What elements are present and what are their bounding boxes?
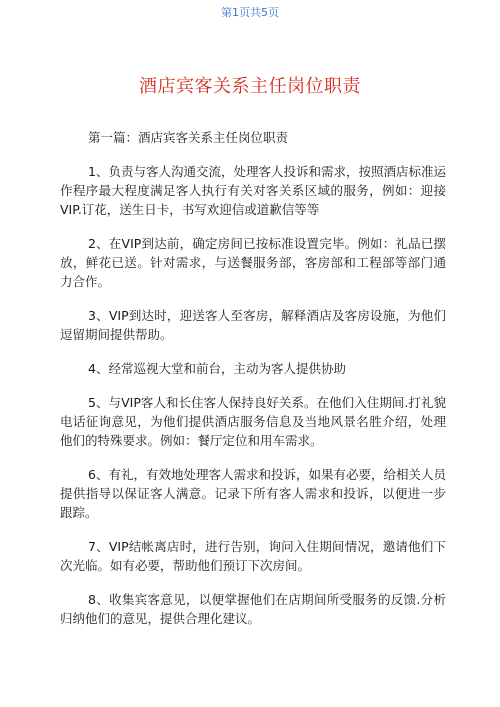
paragraph-8: 8、收集宾客意见，以便掌握他们在店期间所受服务的反馈.分析归纳他们的意见，提供合理化建议。 (60, 592, 446, 626)
document-body (60, 128, 446, 643)
paragraph-7: 7、VIP结帐离店时，进行告别，询问入住期间情况，邀请他们下次光临。如有必要，帮助他们预订下次房间。 (60, 539, 446, 573)
section-heading: 第一篇：酒店宾客关系主任岗位职责 (88, 130, 289, 145)
document-title: 酒店宾客关系主任岗位职责 (139, 76, 361, 97)
page-indicator: 第1页共5页 (221, 6, 279, 19)
paragraph-2: 2、在VIP到达前，确定房间已按标准设置完毕。例如：礼品已摆放，鲜花已送。针对需求，与送餐服务部，客房部和工程部等部门通力合作。 (60, 236, 446, 289)
paragraph-4: 4、经常巡视大堂和前台，主动为客人提供协助 (88, 361, 346, 376)
paragraph-3: 3、VIP到达时，迎送客人至客房，解释酒店及客房设施，为他们逗留期间提供帮助。 (60, 308, 446, 342)
paragraph-6: 6、有礼，有效地处理客人需求和投诉，如果有必要，给相关人员提供指导以保证客人满意。记录下所有客人需求和投诉，以便进一步跟踪。 (60, 467, 446, 520)
paragraph-1: 1、负责与客人沟通交流，处理客人投诉和需求，按照酒店标准运作程序最大程度满足客人执行有关对客关系区域的服务，例如：迎接VIP.订花，送生日卡，书写欢迎信或道歉信等等 (60, 164, 446, 217)
paragraph-5: 5、与VIP客人和长住客人保持良好关系。在他们入住期间.打礼貌电话征询意见，为他们提供酒店服务信息及当地风景名胜介绍，处理他们的特殊要求。例如：餐厅定位和用车需求。 (60, 395, 446, 448)
